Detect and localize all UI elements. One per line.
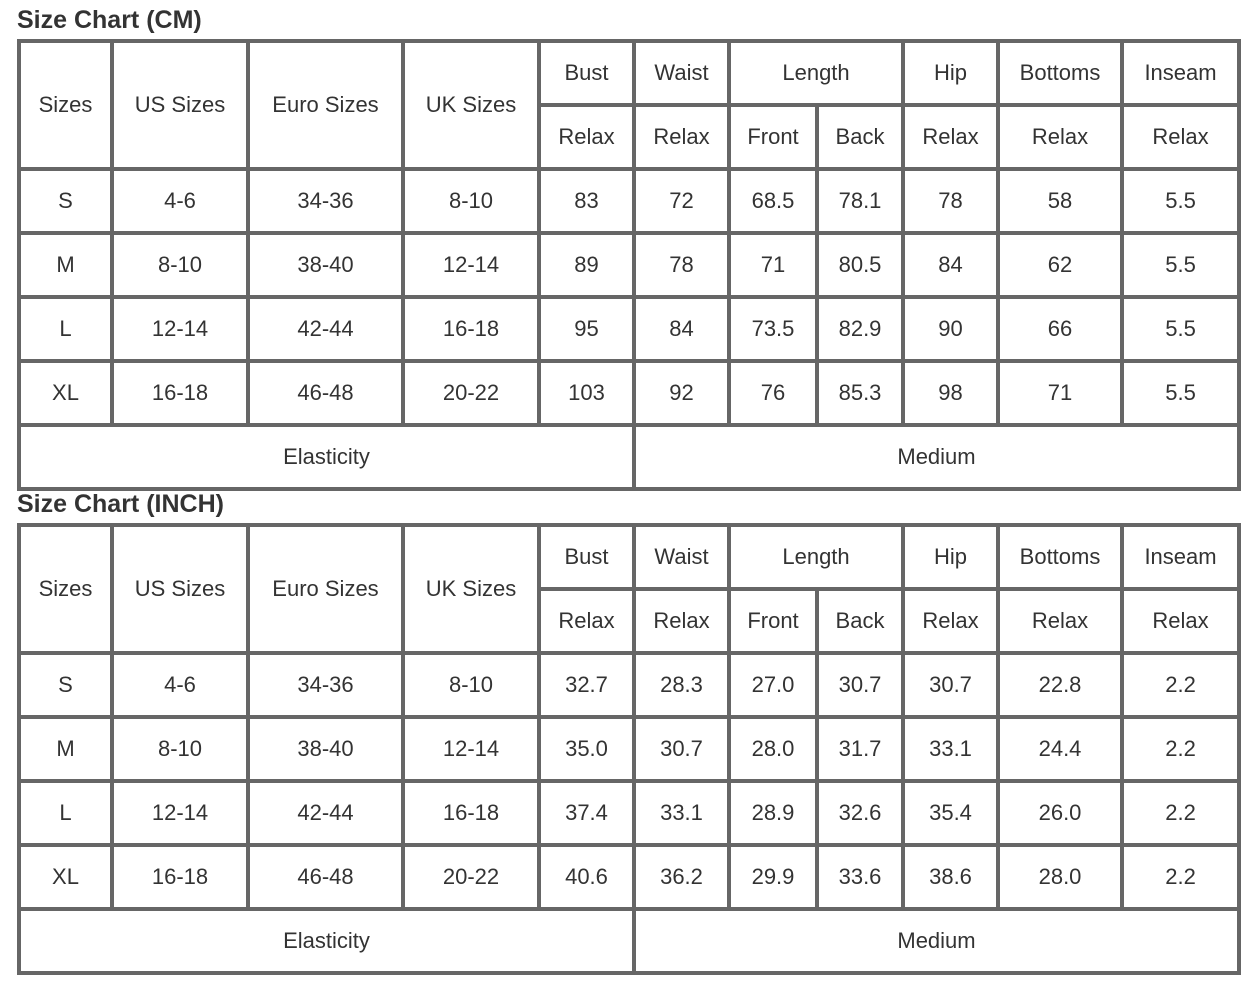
table-row <box>19 169 1239 233</box>
table-row <box>19 781 1239 845</box>
table-cell: 82.9 <box>817 297 903 361</box>
table-cell: 16-18 <box>112 845 248 909</box>
table-cell: 28.9 <box>729 781 817 845</box>
table-cell: 24.4 <box>998 717 1122 781</box>
table-cell: 80.5 <box>817 233 903 297</box>
table-cell: 12-14 <box>403 233 539 297</box>
table-cell: 71 <box>998 361 1122 425</box>
size-chart-inch-title: Size Chart (INCH) <box>17 490 224 518</box>
subheader-cell: Front <box>729 105 817 169</box>
subheader-cell: Relax <box>539 589 634 653</box>
elasticity-label: Elasticity <box>19 909 634 973</box>
table-row <box>19 845 1239 909</box>
elasticity-value: Medium <box>634 909 1239 973</box>
table-cell: 84 <box>634 297 729 361</box>
table-cell: 68.5 <box>729 169 817 233</box>
header-length: Length <box>729 41 903 105</box>
table-cell: 33.6 <box>817 845 903 909</box>
table-cell: 2.2 <box>1122 781 1239 845</box>
table-cell: 72 <box>634 169 729 233</box>
table-cell: 28.0 <box>998 845 1122 909</box>
table-cell: 37.4 <box>539 781 634 845</box>
table-cell: 28.3 <box>634 653 729 717</box>
header-hip: Hip <box>903 525 998 589</box>
table-cell: 8-10 <box>112 717 248 781</box>
table-cell: 20-22 <box>403 361 539 425</box>
header-waist: Waist <box>634 525 729 589</box>
elasticity-row <box>19 909 1239 973</box>
elasticity-row <box>19 425 1239 489</box>
table-cell: M <box>19 717 112 781</box>
table-cell: 35.0 <box>539 717 634 781</box>
table-cell: 12-14 <box>403 717 539 781</box>
subheader-cell: Relax <box>539 105 634 169</box>
table-cell: 33.1 <box>634 781 729 845</box>
table-cell: 84 <box>903 233 998 297</box>
table-row <box>19 717 1239 781</box>
table-cell: 5.5 <box>1122 169 1239 233</box>
table-cell: 89 <box>539 233 634 297</box>
table-cell: M <box>19 233 112 297</box>
table-cell: 58 <box>998 169 1122 233</box>
table-cell: 38.6 <box>903 845 998 909</box>
header-inseam: Inseam <box>1122 525 1239 589</box>
size-chart-cm-table <box>17 39 1241 491</box>
table-cell: 30.7 <box>634 717 729 781</box>
table-cell: 27.0 <box>729 653 817 717</box>
header-bust: Bust <box>539 41 634 105</box>
table-cell: 34-36 <box>248 653 403 717</box>
table-cell: 78.1 <box>817 169 903 233</box>
subheader-cell: Relax <box>998 105 1122 169</box>
table-cell: 16-18 <box>403 297 539 361</box>
table-cell: 62 <box>998 233 1122 297</box>
table-row <box>19 233 1239 297</box>
header-euro-sizes: Euro Sizes <box>248 525 403 653</box>
subheader-cell: Relax <box>634 589 729 653</box>
table-cell: 12-14 <box>112 781 248 845</box>
header-uk-sizes: UK Sizes <box>403 525 539 653</box>
header-us-sizes: US Sizes <box>112 525 248 653</box>
table-cell: 66 <box>998 297 1122 361</box>
elasticity-value: Medium <box>634 425 1239 489</box>
subheader-cell: Relax <box>1122 589 1239 653</box>
table-cell: 92 <box>634 361 729 425</box>
table-cell: 35.4 <box>903 781 998 845</box>
table-cell: 5.5 <box>1122 297 1239 361</box>
table-row <box>19 653 1239 717</box>
table-cell: 8-10 <box>403 653 539 717</box>
subheader-cell: Relax <box>1122 105 1239 169</box>
header-sizes: Sizes <box>19 525 112 653</box>
table-cell: 8-10 <box>403 169 539 233</box>
table-cell: 2.2 <box>1122 717 1239 781</box>
table-cell: 73.5 <box>729 297 817 361</box>
table-cell: 83 <box>539 169 634 233</box>
size-chart-cm-title: Size Chart (CM) <box>17 6 202 34</box>
table-cell: 28.0 <box>729 717 817 781</box>
header-uk-sizes: UK Sizes <box>403 41 539 169</box>
table-cell: XL <box>19 845 112 909</box>
table-cell: 22.8 <box>998 653 1122 717</box>
header-inseam: Inseam <box>1122 41 1239 105</box>
size-chart-inch-table <box>17 523 1241 975</box>
table-cell: S <box>19 653 112 717</box>
table-cell: 26.0 <box>998 781 1122 845</box>
table-cell: 76 <box>729 361 817 425</box>
table-cell: L <box>19 297 112 361</box>
table-cell: 12-14 <box>112 297 248 361</box>
header-us-sizes: US Sizes <box>112 41 248 169</box>
table-cell: 29.9 <box>729 845 817 909</box>
table-row <box>19 361 1239 425</box>
header-row <box>19 525 1239 589</box>
subheader-cell: Back <box>817 105 903 169</box>
subheader-cell: Back <box>817 589 903 653</box>
subheader-cell: Relax <box>634 105 729 169</box>
header-sizes: Sizes <box>19 41 112 169</box>
subheader-cell: Relax <box>998 589 1122 653</box>
table-cell: 78 <box>634 233 729 297</box>
table-cell: L <box>19 781 112 845</box>
table-cell: 4-6 <box>112 653 248 717</box>
table-cell: 16-18 <box>112 361 248 425</box>
table-cell: 46-48 <box>248 361 403 425</box>
elasticity-label: Elasticity <box>19 425 634 489</box>
table-cell: 30.7 <box>903 653 998 717</box>
table-cell: 90 <box>903 297 998 361</box>
subheader-cell: Relax <box>903 105 998 169</box>
table-cell: 71 <box>729 233 817 297</box>
header-bottoms: Bottoms <box>998 41 1122 105</box>
subheader-cell: Relax <box>903 589 998 653</box>
table-cell: 2.2 <box>1122 845 1239 909</box>
header-row <box>19 41 1239 105</box>
table-cell: 2.2 <box>1122 653 1239 717</box>
table-row <box>19 297 1239 361</box>
table-cell: 34-36 <box>248 169 403 233</box>
table-cell: 32.6 <box>817 781 903 845</box>
subheader-cell: Front <box>729 589 817 653</box>
header-length: Length <box>729 525 903 589</box>
table-cell: 46-48 <box>248 845 403 909</box>
table-cell: 8-10 <box>112 233 248 297</box>
table-cell: 40.6 <box>539 845 634 909</box>
table-cell: 42-44 <box>248 781 403 845</box>
header-hip: Hip <box>903 41 998 105</box>
header-waist: Waist <box>634 41 729 105</box>
table-cell: 33.1 <box>903 717 998 781</box>
table-cell: 20-22 <box>403 845 539 909</box>
table-cell: 95 <box>539 297 634 361</box>
table-cell: 32.7 <box>539 653 634 717</box>
table-cell: S <box>19 169 112 233</box>
header-bust: Bust <box>539 525 634 589</box>
table-cell: 5.5 <box>1122 233 1239 297</box>
header-bottoms: Bottoms <box>998 525 1122 589</box>
table-cell: 38-40 <box>248 717 403 781</box>
table-cell: 30.7 <box>817 653 903 717</box>
table-cell: 103 <box>539 361 634 425</box>
table-cell: 31.7 <box>817 717 903 781</box>
table-cell: 5.5 <box>1122 361 1239 425</box>
table-cell: 16-18 <box>403 781 539 845</box>
table-cell: 4-6 <box>112 169 248 233</box>
table-cell: 85.3 <box>817 361 903 425</box>
table-cell: 42-44 <box>248 297 403 361</box>
table-cell: 78 <box>903 169 998 233</box>
table-cell: 36.2 <box>634 845 729 909</box>
table-cell: XL <box>19 361 112 425</box>
table-cell: 98 <box>903 361 998 425</box>
header-euro-sizes: Euro Sizes <box>248 41 403 169</box>
table-cell: 38-40 <box>248 233 403 297</box>
